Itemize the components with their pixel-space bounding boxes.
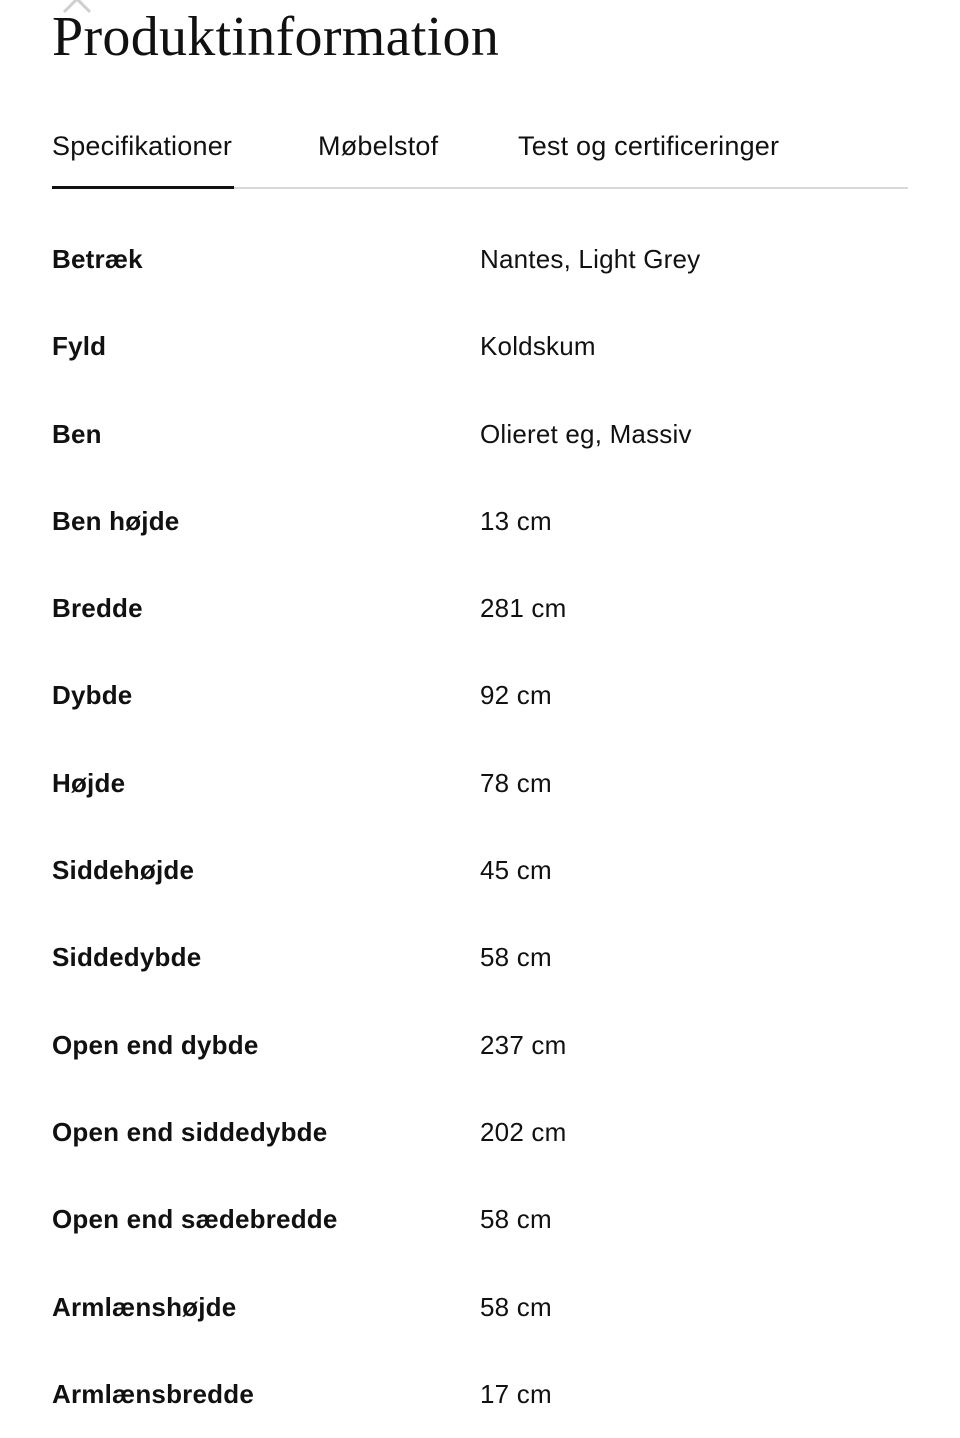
tab-specifikationer[interactable]: Specifikationer (52, 118, 232, 187)
spec-value: 17 cm (480, 1378, 552, 1409)
spec-label: Open end siddedybde (52, 1116, 328, 1147)
spec-row-ben (52, 391, 908, 478)
spec-label: Armlænshøjde (52, 1291, 237, 1322)
spec-row-dybde (52, 652, 908, 739)
spec-value: 13 cm (480, 505, 552, 536)
spec-list (52, 216, 908, 1438)
spec-value: 58 cm (480, 1291, 552, 1322)
spec-row-siddehojde (52, 827, 908, 914)
spec-row-ben-hojde (52, 478, 908, 565)
spec-row-armlaensbredde (52, 1351, 908, 1438)
spec-label: Siddehøjde (52, 855, 195, 886)
tab-test-og-certificeringer[interactable]: Test og certificeringer (518, 131, 780, 161)
spec-label: Fyld (52, 331, 107, 362)
spec-value: 45 cm (480, 855, 552, 886)
spec-label: Betræk (52, 244, 143, 274)
spec-label: Ben højde (52, 505, 180, 536)
spec-row-open-end-saedebredde (52, 1176, 908, 1263)
spec-label: Dybde (52, 680, 133, 711)
spec-label: Armlænsbredde (52, 1378, 254, 1409)
tab-mobelstof[interactable]: Møbelstof (318, 131, 439, 161)
spec-value: 281 cm (480, 593, 567, 624)
spec-row-open-end-dybde (52, 1002, 908, 1089)
spec-label: Højde (52, 767, 126, 798)
spec-label: Open end sædebredde (52, 1204, 338, 1235)
spec-row-fyld (52, 303, 908, 390)
spec-value: 237 cm (480, 1029, 567, 1060)
spec-value: Olieret eg, Massiv (480, 418, 692, 449)
spec-value: 58 cm (480, 1204, 552, 1235)
spec-value: 202 cm (480, 1116, 567, 1147)
tab-bar (52, 118, 908, 189)
spec-label: Bredde (52, 593, 143, 624)
spec-value: 58 cm (480, 942, 552, 973)
spec-value: Nantes, Light Grey (480, 244, 701, 274)
spec-value: 92 cm (480, 680, 552, 711)
page-title: Produktinformation (52, 6, 500, 68)
spec-row-hojde (52, 740, 908, 827)
spec-row-betraek (52, 216, 908, 303)
spec-value: Koldskum (480, 331, 596, 362)
spec-value: 78 cm (480, 767, 552, 798)
spec-label: Open end dybde (52, 1029, 259, 1060)
spec-row-siddedybde (52, 914, 908, 1001)
spec-label: Ben (52, 418, 102, 449)
spec-label: Siddedybde (52, 942, 202, 973)
spec-row-armlaenshojde (52, 1264, 908, 1351)
spec-row-bredde (52, 565, 908, 652)
spec-row-open-end-siddedybde (52, 1089, 908, 1176)
